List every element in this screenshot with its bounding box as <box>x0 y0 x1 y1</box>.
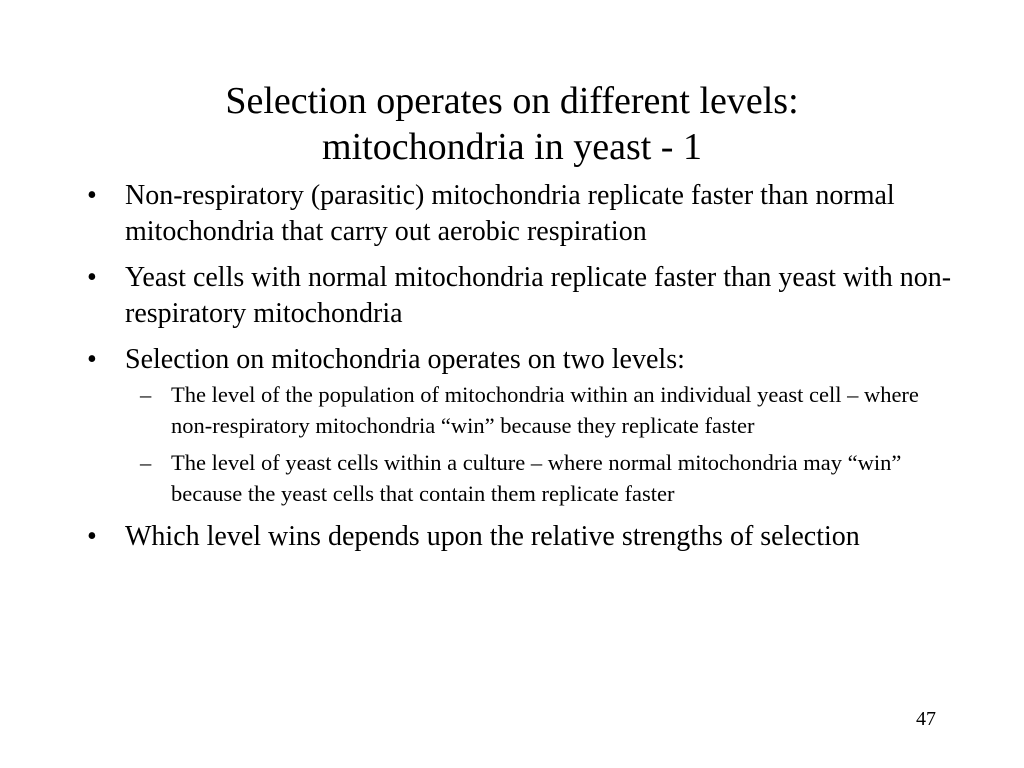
bullet-item <box>84 178 964 250</box>
slide-body <box>84 178 964 565</box>
sub-bullet-text: The level of yeast cells within a culture – where normal mitochondria may “win” because the yeast cells that contain them replicate faster <box>171 450 902 506</box>
bullet-text: Non-respiratory (parasitic) mitochondria replicate faster than normal mitochondria that carry out aerobic respiration <box>125 180 895 247</box>
bullet-text: Yeast cells with normal mitochondria replicate faster than yeast with non-respiratory mitochondria <box>125 262 952 329</box>
sub-bullet-marker: – <box>140 450 152 475</box>
sub-bullet-item <box>140 447 964 509</box>
bullet-item <box>84 342 964 378</box>
title-line-2: mitochondria in yeast - 1 <box>322 126 702 168</box>
bullet-text: Selection on mitochondria operates on two levels: <box>125 344 685 375</box>
bullet-marker: • <box>87 180 97 211</box>
bullet-item <box>84 260 964 332</box>
title-line-1: Selection operates on different levels: <box>225 80 799 122</box>
page-number: 47 <box>916 708 936 730</box>
sub-bullet-marker: – <box>140 382 152 407</box>
bullet-item <box>84 519 964 555</box>
bullet-marker: • <box>87 521 97 552</box>
sub-bullet-item <box>140 379 964 441</box>
sub-bullet-text: The level of the population of mitochondria within an individual yeast cell – where non-respiratory mitochondria “win” because they replicate faster <box>171 382 919 438</box>
bullet-marker: • <box>87 344 97 375</box>
slide-title <box>0 78 1024 170</box>
bullet-marker: • <box>87 262 97 293</box>
sub-bullet-list <box>84 379 964 509</box>
bullet-text: Which level wins depends upon the relative strengths of selection <box>125 521 860 552</box>
